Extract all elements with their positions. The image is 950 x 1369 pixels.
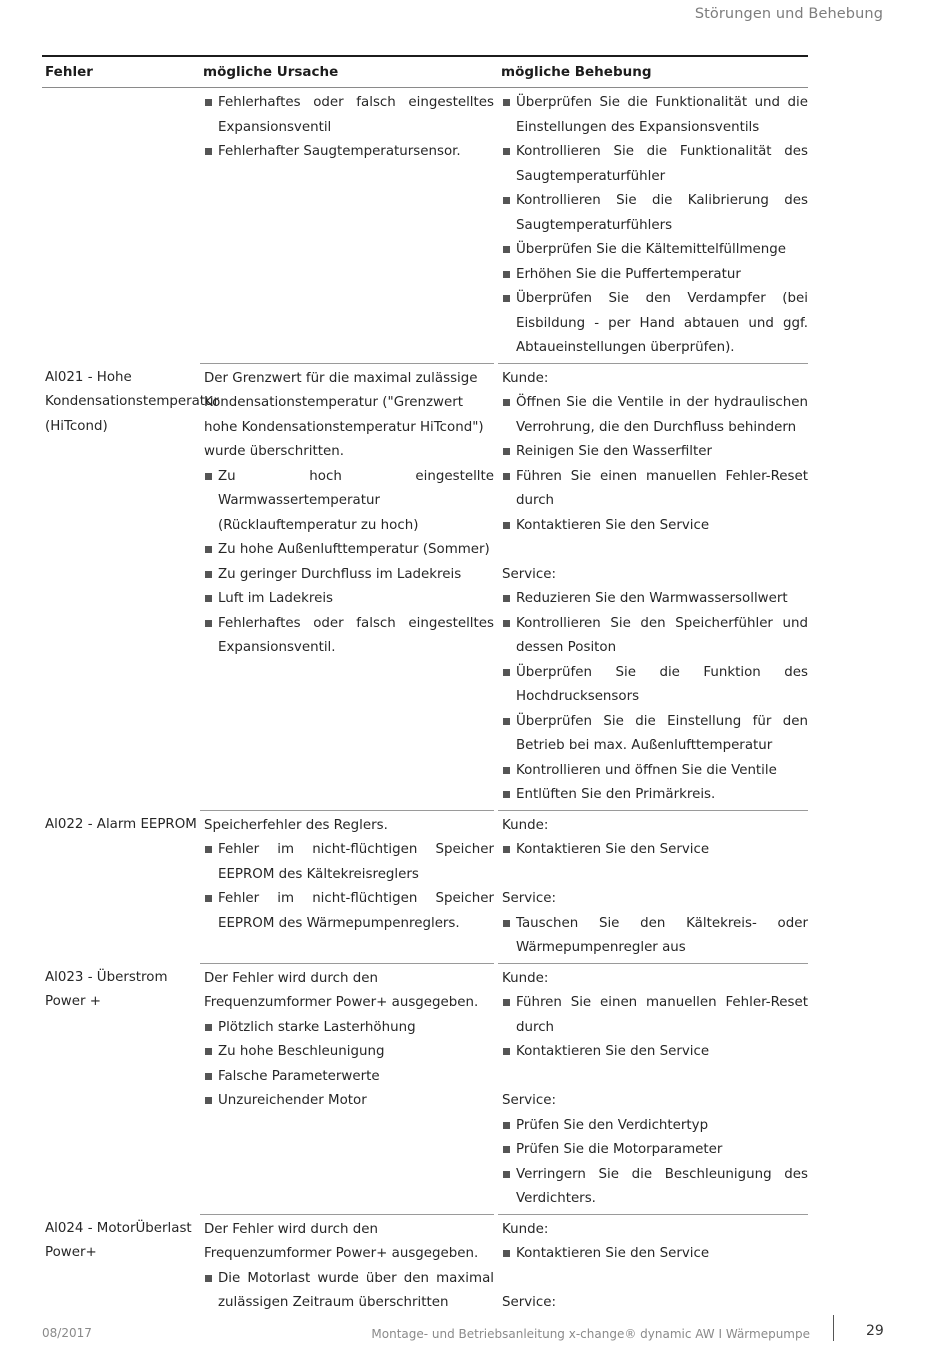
list-item: [501, 587, 808, 612]
list-item: [501, 287, 808, 361]
list-item-text: Öffnen Sie die Ventile in der hydraulischen Verrohrung, die den Durchfluss behindern: [516, 395, 808, 435]
square-bullet-icon: [205, 1048, 212, 1055]
square-bullet-icon: [205, 1073, 212, 1080]
square-bullet-icon: [503, 1122, 510, 1129]
list-item: [501, 189, 808, 238]
square-bullet-icon: [503, 246, 510, 253]
paragraph: Der Fehler wird durch den Frequenzumformer Power+ ausgegeben.: [204, 1221, 479, 1261]
list-item: [501, 391, 808, 440]
square-bullet-icon: [503, 473, 510, 480]
paragraph: Kunde:: [502, 817, 549, 833]
list-item-text: Die Motorlast wurde über den maximal zulässigen Zeitraum überschritten: [218, 1270, 494, 1310]
table-header: [42, 55, 808, 88]
paragraph: Der Grenzwert für die maximal zulässige Kondensationstemperatur ("Grenzwert hohe Kondensationstemperatur HiTcond") wurde überschritten.: [204, 370, 484, 459]
list-item: [501, 912, 808, 961]
list-item: [203, 1089, 494, 1114]
list-item: [203, 1040, 494, 1065]
fault-table: [42, 55, 808, 1318]
square-bullet-icon: [503, 295, 510, 302]
square-bullet-icon: [503, 595, 510, 602]
fault-code-cell: [42, 88, 200, 363]
table-row: [42, 810, 808, 963]
square-bullet-icon: [503, 399, 510, 406]
fault-code-cell: Al024 - MotorÜberlast Power+: [45, 1220, 192, 1260]
list-item-text: Fehlerhaftes oder falsch eingestelltes Expansionsventil: [218, 95, 494, 135]
list-item-text: Überprüfen Sie die Kältemittelfüllmenge: [516, 242, 786, 257]
paragraph: Kunde:: [502, 970, 549, 986]
list-item: [501, 1114, 808, 1139]
list-item-text: Fehler im nicht-flüchtigen Speicher EEPROM des Kältekreisreglers: [218, 842, 494, 882]
list-item-text: Plötzlich starke Lasterhöhung: [218, 1019, 416, 1035]
square-bullet-icon: [503, 718, 510, 725]
list-item-text: Fehler im nicht-flüchtigen Speicher EEPROM des Wärmepumpenreglers.: [218, 891, 494, 931]
list-item-text: Kontrollieren Sie den Speicherfühler und dessen Positon: [516, 615, 808, 655]
list-item-text: Zu geringer Durchfluss im Ladekreis: [218, 566, 462, 582]
table-row: [42, 363, 808, 810]
list-item-text: Prüfen Sie die Motorparameter: [516, 1142, 723, 1157]
paragraph: Kunde:: [502, 370, 549, 386]
remedy-cell: [498, 88, 808, 363]
paragraph: Service:: [502, 891, 557, 906]
list-item: [203, 587, 494, 612]
cause-cell: [200, 88, 494, 363]
column-header-behebung: mögliche Behebung: [501, 64, 652, 80]
square-bullet-icon: [503, 522, 510, 529]
list-item-text: Zu hoch eingestellte Warmwassertemperatur (Rücklauftemperatur zu hoch): [218, 468, 494, 533]
square-bullet-icon: [503, 448, 510, 455]
list-item-text: Kontaktieren Sie den Service: [516, 517, 710, 533]
list-item: [203, 91, 494, 140]
square-bullet-icon: [205, 1275, 212, 1282]
list-item-text: Führen Sie einen manuellen Fehler-Reset durch: [516, 468, 808, 508]
square-bullet-icon: [503, 767, 510, 774]
square-bullet-icon: [503, 846, 510, 853]
paragraph: Speicherfehler des Reglers.: [204, 817, 388, 833]
table-row: [42, 1214, 808, 1318]
list-item-text: Reduzieren Sie den Warmwassersollwert: [516, 591, 788, 606]
list-item: [501, 1242, 808, 1267]
list-item-text: Fehlerhafter Saugtemperatursensor.: [218, 144, 461, 159]
list-item-text: Kontaktieren Sie den Service: [516, 842, 710, 857]
cause-cell: [200, 810, 494, 963]
square-bullet-icon: [503, 999, 510, 1006]
list-item-text: Reinigen Sie den Wasserfilter: [516, 444, 712, 459]
square-bullet-icon: [503, 271, 510, 278]
list-item-text: Überprüfen Sie den Verdampfer (bei Eisbildung - per Hand abtauen und ggf. Abtaueinstellungen überprüfen).: [516, 291, 808, 355]
square-bullet-icon: [503, 1171, 510, 1178]
remedy-cell: [498, 963, 808, 1214]
remedy-cell: [498, 1214, 808, 1318]
paragraph: Der Fehler wird durch den Frequenzumformer Power+ ausgegeben.: [204, 970, 479, 1010]
list-item-text: Luft im Ladekreis: [218, 591, 334, 606]
list-item-text: Tauschen Sie den Kältekreis- oder Wärmepumpenregler aus: [516, 915, 808, 955]
list-item: [203, 612, 494, 661]
list-item: [501, 238, 808, 263]
list-item-text: Erhöhen Sie die Puffertemperatur: [516, 266, 741, 282]
square-bullet-icon: [503, 920, 510, 927]
list-item: [501, 1040, 808, 1065]
spacer: [501, 538, 808, 563]
square-bullet-icon: [503, 620, 510, 627]
table-row: [42, 963, 808, 1214]
list-item: [501, 91, 808, 140]
square-bullet-icon: [205, 148, 212, 155]
list-item: [203, 838, 494, 887]
list-item-text: Überprüfen Sie die Funktionalität und die Einstellungen des Expansionsventils: [516, 95, 808, 135]
list-item: [203, 1267, 494, 1316]
spacer: [501, 863, 808, 888]
square-bullet-icon: [205, 1024, 212, 1031]
cause-cell: [200, 363, 494, 810]
remedy-cell: [498, 363, 808, 810]
square-bullet-icon: [205, 846, 212, 853]
list-item: [501, 140, 808, 189]
list-item: [501, 759, 808, 784]
list-item-text: Unzureichender Motor: [218, 1093, 367, 1108]
square-bullet-icon: [205, 473, 212, 480]
list-item: [203, 887, 494, 936]
list-item: [501, 1163, 808, 1212]
list-item-text: Überprüfen Sie die Einstellung für den Betrieb bei max. Außenlufttemperatur: [516, 713, 808, 753]
cause-cell: [200, 1214, 494, 1318]
footer-date: 08/2017: [42, 1326, 92, 1340]
cause-cell: [200, 963, 494, 1214]
list-item-text: Fehlerhaftes oder falsch eingestelltes Expansionsventil.: [218, 615, 494, 655]
square-bullet-icon: [205, 546, 212, 553]
table-body: [42, 88, 808, 1318]
square-bullet-icon: [205, 895, 212, 902]
square-bullet-icon: [503, 197, 510, 204]
list-item-text: Kontrollieren und öffnen Sie die Ventile: [516, 762, 777, 778]
square-bullet-icon: [205, 571, 212, 578]
list-item: [501, 263, 808, 288]
list-item-text: Kontaktieren Sie den Service: [516, 1044, 710, 1059]
list-item-text: Führen Sie einen manuellen Fehler-Reset durch: [516, 995, 808, 1035]
paragraph: Service:: [502, 1295, 557, 1310]
square-bullet-icon: [503, 791, 510, 798]
footer-divider: [833, 1315, 834, 1341]
list-item: [203, 1065, 494, 1090]
list-item: [501, 710, 808, 759]
column-header-fehler: Fehler: [45, 64, 93, 80]
square-bullet-icon: [205, 620, 212, 627]
list-item: [501, 1138, 808, 1163]
list-item-text: Kontaktieren Sie den Service: [516, 1246, 710, 1261]
fault-code-cell: Al021 - Hohe Kondensationstemperatur (HiTcond): [45, 369, 220, 434]
spacer: [501, 1267, 808, 1292]
paragraph: Service:: [502, 566, 557, 582]
list-item-text: Kontrollieren Sie die Kalibrierung des Saugtemperaturfühlers: [516, 193, 808, 233]
section-title: Störungen und Behebung: [694, 6, 883, 22]
list-item-text: Zu hohe Beschleunigung: [218, 1044, 385, 1059]
list-item-text: Prüfen Sie den Verdichtertyp: [516, 1117, 709, 1133]
list-item-text: Verringern Sie die Beschleunigung des Verdichters.: [516, 1166, 808, 1206]
list-item-text: Kontrollieren Sie die Funktionalität des Saugtemperaturfühler: [516, 144, 808, 184]
list-item-text: Zu hohe Außenlufttemperatur (Sommer): [218, 542, 490, 557]
table-row: [42, 88, 808, 363]
list-item: [501, 838, 808, 863]
list-item: [203, 465, 494, 539]
square-bullet-icon: [205, 1097, 212, 1104]
list-item: [501, 440, 808, 465]
remedy-cell: [498, 810, 808, 963]
list-item: [501, 514, 808, 539]
paragraph: Service:: [502, 1093, 557, 1108]
list-item: [203, 1016, 494, 1041]
paragraph: Kunde:: [502, 1221, 549, 1237]
square-bullet-icon: [205, 595, 212, 602]
list-item: [203, 563, 494, 588]
list-item: [203, 538, 494, 563]
list-item: [501, 783, 808, 808]
list-item-text: Falsche Parameterwerte: [218, 1068, 380, 1084]
footer-doc-title: Montage- und Betriebsanleitung x-change® dynamic AW I Wärmepumpe: [371, 1327, 810, 1341]
spacer: [501, 1065, 808, 1090]
square-bullet-icon: [503, 1048, 510, 1055]
list-item: [203, 140, 494, 165]
square-bullet-icon: [503, 148, 510, 155]
square-bullet-icon: [205, 99, 212, 106]
list-item: [501, 465, 808, 514]
list-item: [501, 661, 808, 710]
square-bullet-icon: [503, 669, 510, 676]
list-item: [501, 612, 808, 661]
list-item: [501, 991, 808, 1040]
list-item-text: Entlüften Sie den Primärkreis.: [516, 787, 716, 802]
page-number: 29: [866, 1323, 884, 1339]
list-item-text: Überprüfen Sie die Funktion des Hochdrucksensors: [516, 664, 808, 704]
square-bullet-icon: [503, 99, 510, 106]
column-header-ursache: mögliche Ursache: [203, 64, 339, 80]
fault-code-cell: Al022 - Alarm EEPROM: [45, 816, 197, 832]
fault-code-cell: Al023 - Überstrom Power +: [45, 969, 168, 1009]
square-bullet-icon: [503, 1250, 510, 1257]
square-bullet-icon: [503, 1146, 510, 1153]
